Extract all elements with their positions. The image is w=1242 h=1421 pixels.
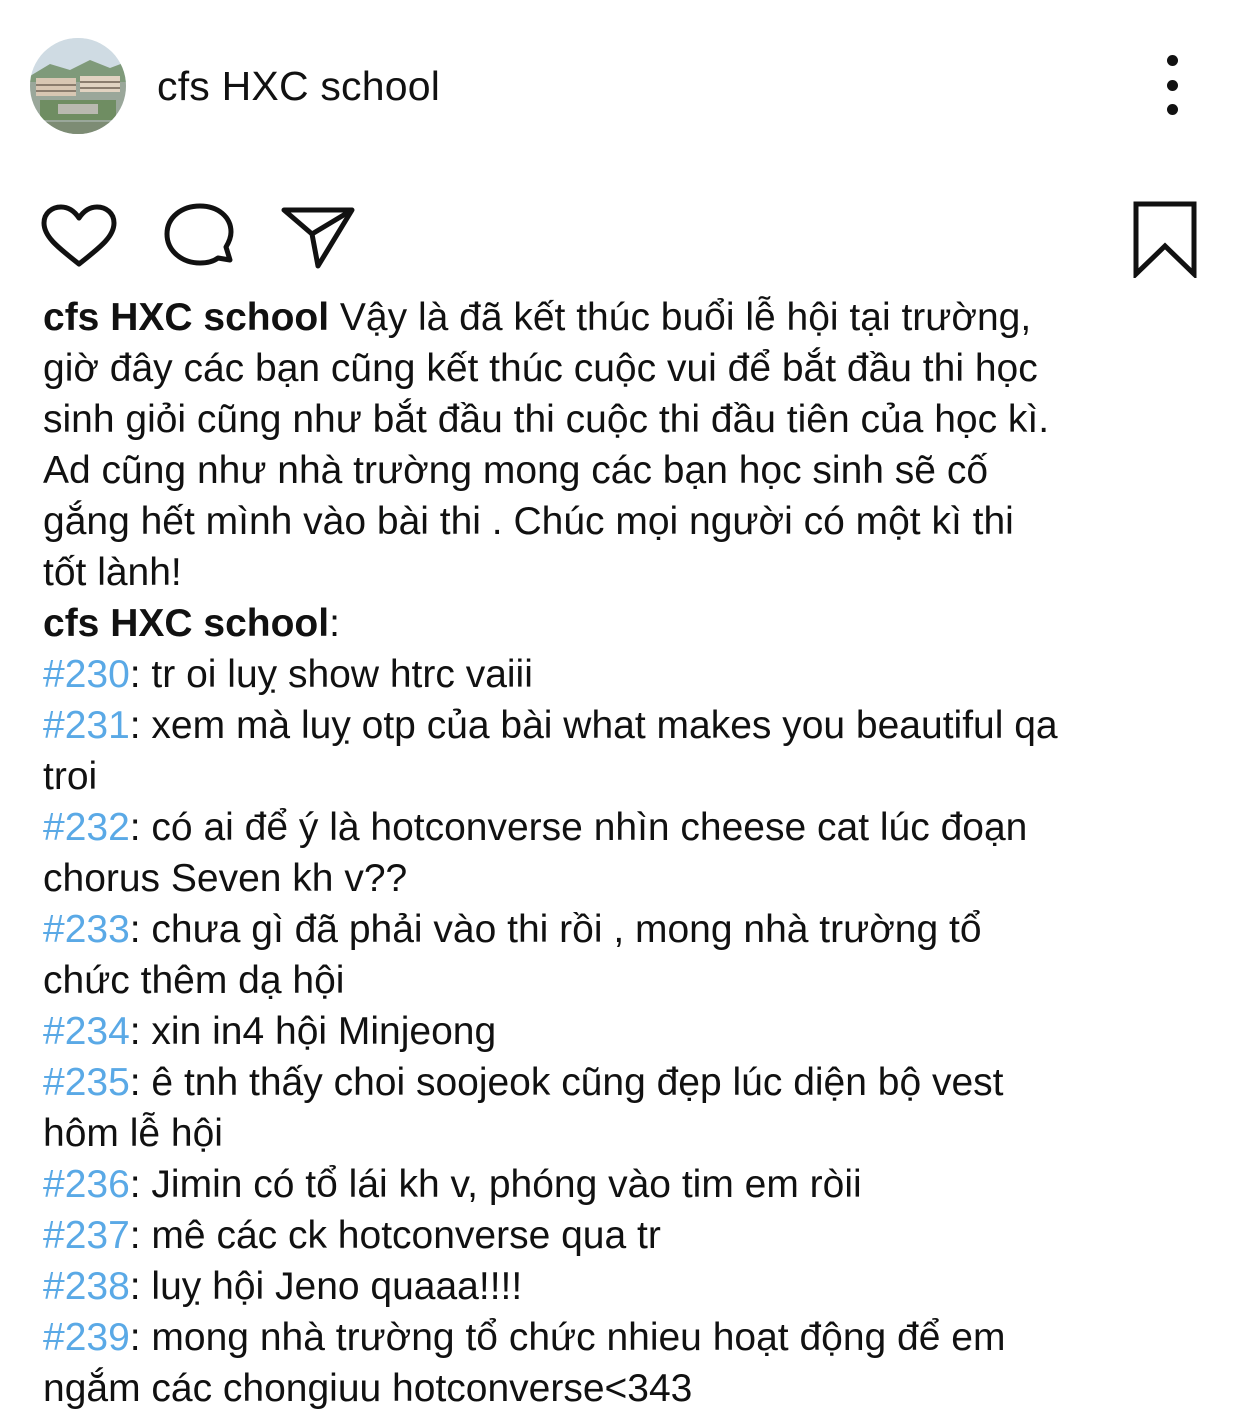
hashtag-link[interactable]: #230: [43, 653, 130, 696]
confession-line: [43, 1057, 1213, 1108]
caption-line: Ad cũng như nhà trường mong các bạn học sinh sẽ cố: [43, 449, 989, 492]
more-vertical-icon-dot: [1167, 80, 1178, 91]
confession-line: [43, 700, 1213, 751]
confession-text: : xem mà luỵ otp của bài what makes you beautiful qa: [129, 704, 1058, 747]
paper-plane-icon: [280, 204, 358, 270]
confession-text: : có ai để ý là hotconverse nhìn cheese cat lúc đoạn: [129, 806, 1028, 849]
hashtag-link[interactable]: #239: [43, 1316, 130, 1359]
caption-line: gắng hết mình vào bài thi . Chúc mọi người có một kì thi: [43, 500, 1014, 543]
confession-text: : chưa gì đã phải vào thi rồi , mong nhà trường tổ: [129, 908, 982, 951]
more-options-button[interactable]: [1150, 55, 1194, 115]
caption-line: [43, 292, 1213, 343]
confession-line: [43, 1006, 1213, 1057]
confession-text: : Jimin có tổ lái kh v, phóng vào tim em ròii: [129, 1163, 862, 1206]
caption-line: giờ đây các bạn cũng kết thúc cuộc vui để bắt đầu thi học: [43, 347, 1038, 390]
confession-text: : ê tnh thấy choi soojeok cũng đẹp lúc diện bộ vest: [129, 1061, 1004, 1104]
hashtag-link[interactable]: #231: [43, 704, 130, 747]
school-building-icon: [30, 38, 126, 134]
confession-line: [43, 1159, 1213, 1210]
post-username[interactable]: cfs HXC school: [157, 63, 441, 109]
comment-button[interactable]: [160, 202, 238, 272]
hashtag-link[interactable]: #238: [43, 1265, 130, 1308]
confession-line: [43, 1261, 1213, 1312]
hashtag-link[interactable]: #232: [43, 806, 130, 849]
bookmark-icon: [1130, 200, 1200, 278]
hashtag-link[interactable]: #236: [43, 1163, 130, 1206]
confession-text: : xin in4 hội Minjeong: [129, 1010, 497, 1053]
hashtag-link[interactable]: #234: [43, 1010, 130, 1053]
confession-text: : mong nhà trường tổ chức nhieu hoạt động để em: [129, 1316, 1006, 1359]
caption-author[interactable]: cfs HXC school: [43, 296, 330, 339]
caption-line: tốt lành!: [43, 551, 182, 594]
hashtag-link[interactable]: #235: [43, 1061, 130, 1104]
share-button[interactable]: [280, 204, 358, 270]
comment-bubble-icon: [160, 202, 238, 272]
confession-line: [43, 649, 1213, 700]
confession-line: [43, 802, 1213, 853]
confession-continuation: chức thêm dạ hội: [43, 959, 345, 1002]
hashtag-link[interactable]: #233: [43, 908, 130, 951]
confession-continuation: hôm lễ hội: [43, 1112, 223, 1155]
action-bar: [0, 190, 1242, 280]
more-vertical-icon: [1167, 55, 1178, 66]
confession-line: [43, 1312, 1213, 1363]
caption-line: sinh giỏi cũng như bắt đầu thi cuộc thi đầu tiên của học kì.: [43, 398, 1050, 441]
confession-continuation: troi: [43, 755, 98, 798]
post-header: [0, 0, 1242, 170]
confession-text: : luỵ hội Jeno quaaa!!!!: [129, 1265, 523, 1308]
more-vertical-icon-dot: [1167, 104, 1178, 115]
confession-author-suffix: :: [329, 602, 340, 645]
confession-author-line: [43, 598, 1213, 649]
like-button[interactable]: [40, 204, 118, 268]
caption-text: Vậy là đã kết thúc buổi lễ hội tại trường,: [339, 296, 1032, 339]
confession-continuation: chorus Seven kh v??: [43, 857, 408, 900]
post-caption: [43, 292, 1213, 1414]
confession-text: : tr oi luỵ show htrc vaiii: [129, 653, 533, 696]
confession-author[interactable]: cfs HXC school: [43, 602, 330, 645]
confession-text: : mê các ck hotconverse qua tr: [129, 1214, 661, 1257]
confession-line: [43, 904, 1213, 955]
hashtag-link[interactable]: #237: [43, 1214, 130, 1257]
save-button[interactable]: [1130, 200, 1200, 278]
avatar[interactable]: [30, 38, 126, 134]
confession-line: [43, 1210, 1213, 1261]
confession-continuation: ngắm các chongiuu hotconverse<343: [43, 1367, 693, 1410]
heart-icon: [40, 204, 118, 268]
